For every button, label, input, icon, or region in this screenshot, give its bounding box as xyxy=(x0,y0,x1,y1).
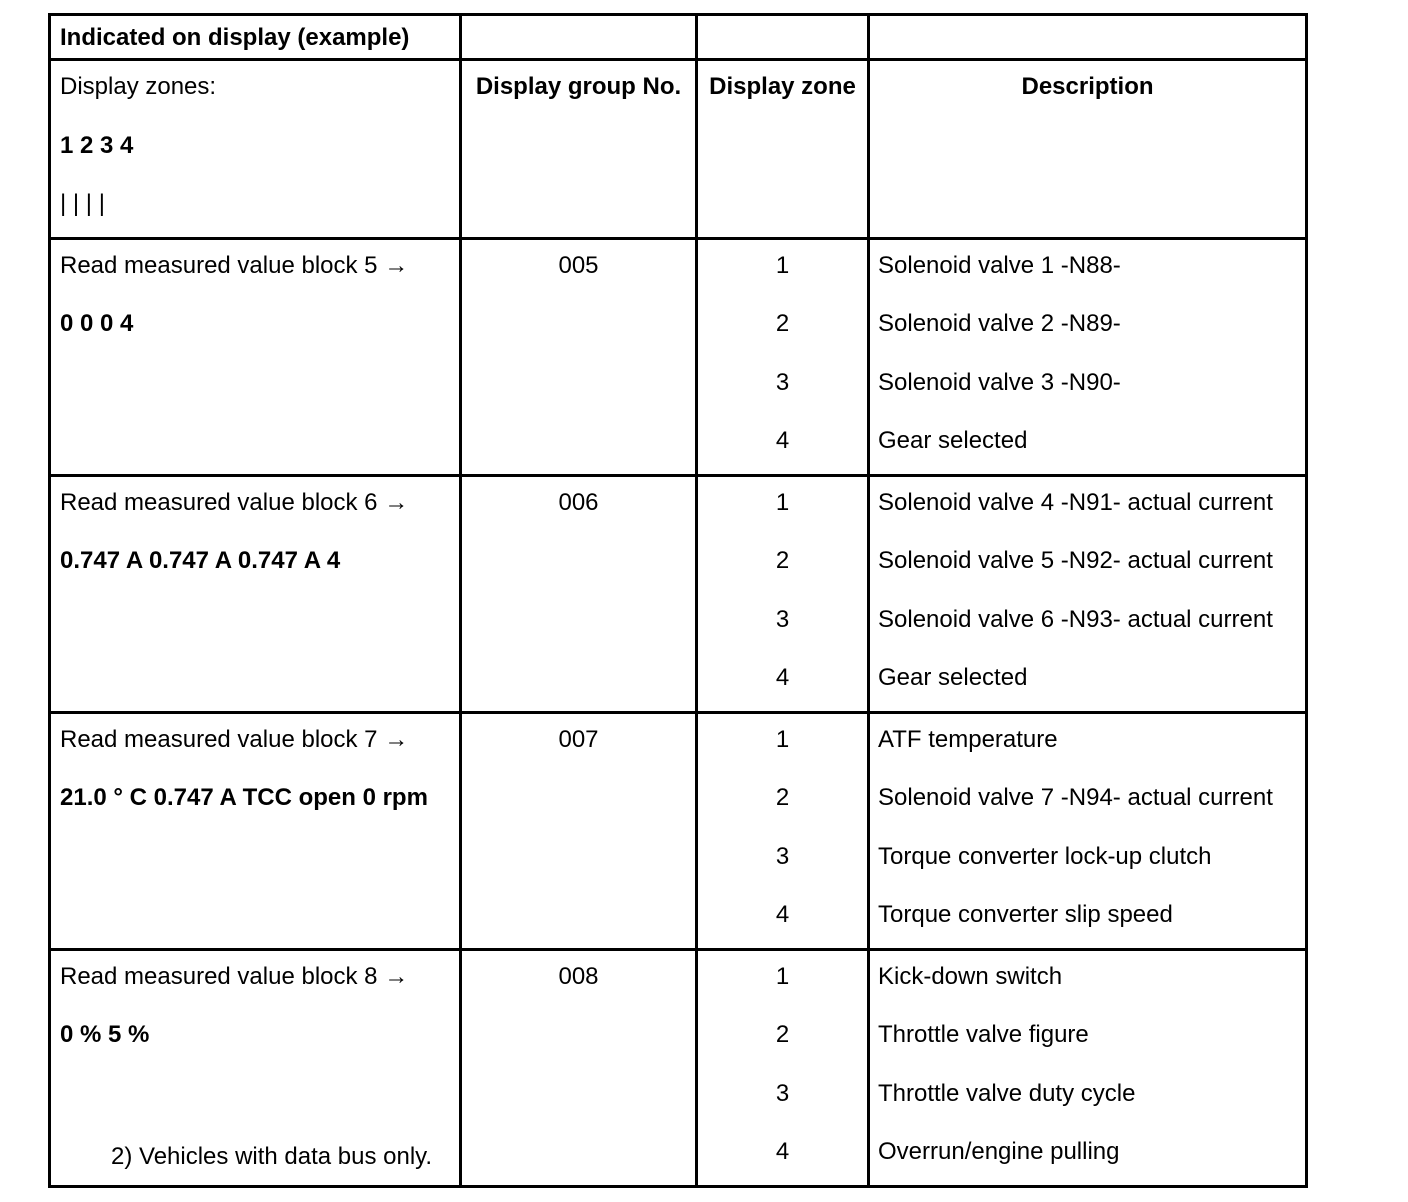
block-label: Read measured value block 6 → xyxy=(60,488,409,516)
block-label-cell xyxy=(50,475,461,712)
description-cell xyxy=(869,712,1307,949)
description-text: Gear selected xyxy=(878,664,1028,691)
group-number: 008 xyxy=(558,962,599,990)
footnote: 2) Vehicles with data bus only. xyxy=(111,1143,433,1170)
zone-number-cell xyxy=(697,475,869,712)
zone-number: 4 xyxy=(775,427,790,454)
description-text: Solenoid valve 1 -N88- xyxy=(878,251,1121,279)
zone-number: 2 xyxy=(775,310,790,337)
description-cell xyxy=(869,475,1307,712)
zone-number: 1 xyxy=(775,962,790,990)
block-label-cell xyxy=(50,712,461,949)
description-text: ATF temperature xyxy=(878,725,1058,753)
zone-number: 3 xyxy=(775,842,790,870)
empty-cell xyxy=(461,15,697,60)
description-text: Solenoid valve 7 -N94- actual current xyxy=(878,784,1273,811)
table-header-row xyxy=(50,60,1307,239)
description-text: Overrun/engine pulling xyxy=(878,1138,1120,1165)
measured-value-table xyxy=(48,13,1308,1188)
group-number: 005 xyxy=(558,251,599,279)
zone-number: 1 xyxy=(775,251,790,279)
zone-number-cell xyxy=(697,238,869,475)
group-number-cell xyxy=(461,475,697,712)
description-text: Kick-down switch xyxy=(878,962,1063,990)
indicated-on-display-cell xyxy=(50,15,461,60)
block-value: 21.0 ° C 0.747 A TCC open 0 rpm xyxy=(60,784,428,811)
description-text: Solenoid valve 3 -N90- xyxy=(878,368,1121,396)
zone-number: 1 xyxy=(775,725,790,753)
indicated-on-display-label: Indicated on display (example) xyxy=(60,24,410,51)
description-text: Solenoid valve 6 -N93- actual current xyxy=(878,605,1273,633)
block-value: 0.747 A 0.747 A 0.747 A 4 xyxy=(60,547,341,574)
zone-number: 2 xyxy=(775,784,790,811)
display-zones-ticks: | | | | xyxy=(60,190,105,217)
group-number: 007 xyxy=(558,725,599,753)
zone-number-cell xyxy=(697,712,869,949)
group-number-cell xyxy=(461,712,697,949)
zone-number: 3 xyxy=(775,1079,790,1107)
zone-number-cell xyxy=(697,949,869,1186)
zone-number: 4 xyxy=(775,664,790,691)
zone-number: 2 xyxy=(775,1021,790,1048)
zone-number: 2 xyxy=(775,547,790,574)
table-top-row xyxy=(50,15,1307,60)
table-row xyxy=(50,712,1307,949)
description-text: Gear selected xyxy=(878,427,1028,454)
block-label: Read measured value block 5 → xyxy=(60,251,409,279)
description-text: Torque converter slip speed xyxy=(878,901,1173,928)
description-cell xyxy=(869,238,1307,475)
zone-number: 4 xyxy=(775,901,790,928)
block-value: 0 % 5 % xyxy=(60,1021,150,1048)
description-text: Throttle valve figure xyxy=(878,1021,1089,1048)
block-label: Read measured value block 7 → xyxy=(60,725,409,753)
block-value: 0 0 0 4 xyxy=(60,310,134,337)
description-text: Solenoid valve 5 -N92- actual current xyxy=(878,547,1273,574)
table-row xyxy=(50,475,1307,712)
empty-cell xyxy=(697,15,869,60)
description-header: Description xyxy=(1021,73,1154,100)
zone-number: 4 xyxy=(775,1138,790,1165)
group-number-cell xyxy=(461,949,697,1186)
zone-number: 1 xyxy=(775,488,790,516)
group-number-cell xyxy=(461,238,697,475)
description-text: Torque converter lock-up clutch xyxy=(878,842,1212,870)
display-zone-header-cell xyxy=(697,60,869,239)
zone-number: 3 xyxy=(775,368,790,396)
group-number: 006 xyxy=(558,488,599,516)
display-group-header: Display group No. xyxy=(475,73,682,100)
display-zones-cell xyxy=(50,60,461,239)
description-cell xyxy=(869,949,1307,1186)
display-zones-numbers: 1 2 3 4 xyxy=(60,131,134,159)
description-text: Throttle valve duty cycle xyxy=(878,1079,1136,1107)
empty-cell xyxy=(869,15,1307,60)
block-label: Read measured value block 8 → xyxy=(60,962,409,990)
display-zone-header: Display zone xyxy=(709,73,856,100)
table-row xyxy=(50,238,1307,475)
description-text: Solenoid valve 2 -N89- xyxy=(878,310,1121,337)
description-text: Solenoid valve 4 -N91- actual current xyxy=(878,488,1273,516)
display-group-header-cell xyxy=(461,60,697,239)
block-label-cell xyxy=(50,238,461,475)
zone-number: 3 xyxy=(775,605,790,633)
description-header-cell xyxy=(869,60,1307,239)
display-zones-label: Display zones: xyxy=(60,73,217,100)
